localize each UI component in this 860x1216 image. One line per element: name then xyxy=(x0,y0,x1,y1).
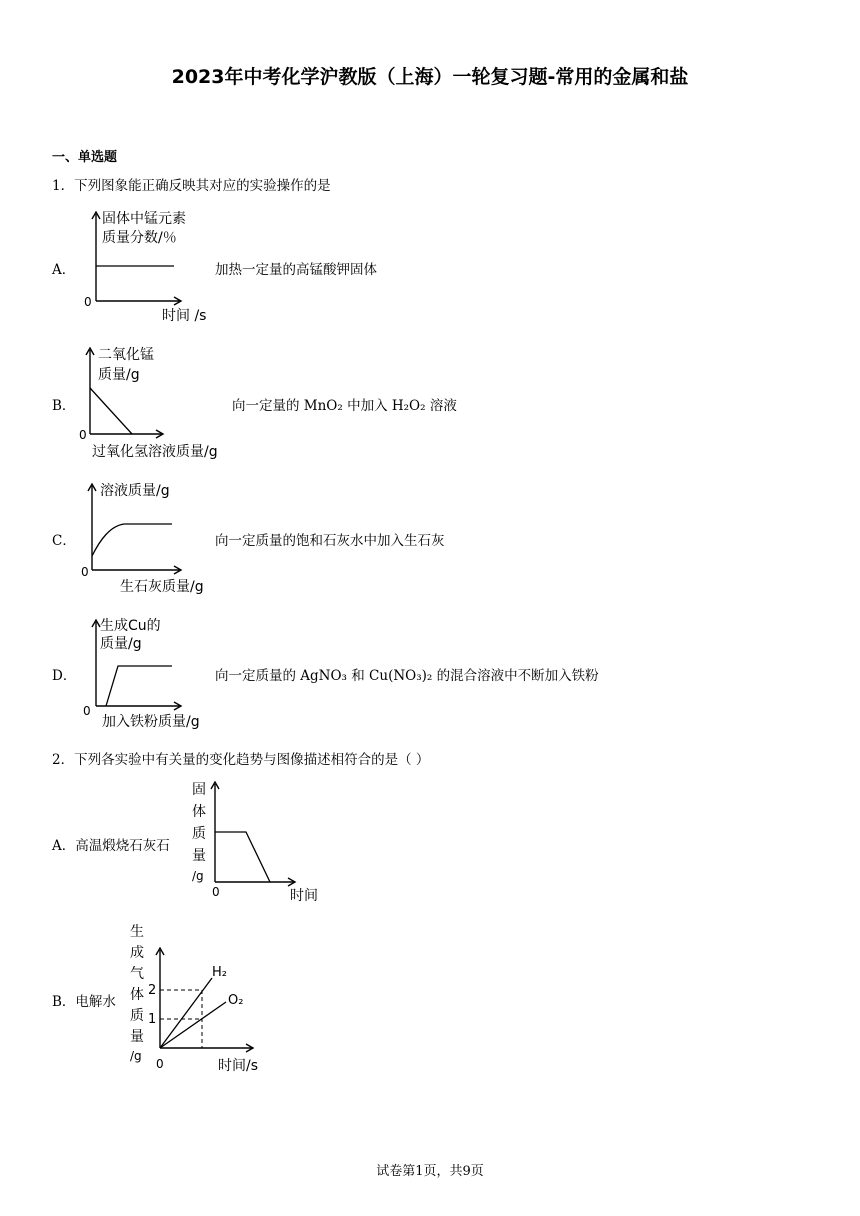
o2-line xyxy=(160,1002,226,1048)
y-label-unit: /g xyxy=(130,1049,142,1063)
q1-option-d-letter: D． xyxy=(52,668,77,684)
q1-option-c-description: 向一定质量的饱和石灰水中加入生石灰 xyxy=(215,533,445,549)
x-axis-label: 时间 /s xyxy=(162,308,207,324)
y-label-char-1: 固 xyxy=(192,782,206,798)
y-label-char-2: 成 xyxy=(130,945,144,961)
h2-label: H₂ xyxy=(212,965,227,980)
y-axis-label-2: 质量/g xyxy=(98,367,140,383)
y-label-char-3: 气 xyxy=(130,966,144,982)
y-axis-label-1: 固体中锰元素 xyxy=(102,211,186,227)
q1-option-b-letter: B． xyxy=(52,398,76,414)
page-footer: 试卷第1页，共9页 xyxy=(376,1164,484,1179)
origin-label: 0 xyxy=(84,295,92,309)
q1-option-d-graph xyxy=(76,614,226,734)
origin-label: 0 xyxy=(79,428,87,442)
x-axis-label: 时间 xyxy=(290,888,318,904)
page-title: 2023年中考化学沪教版（上海）一轮复习题-常用的金属和盐 xyxy=(171,66,689,88)
y-label-char-2: 体 xyxy=(192,804,206,820)
data-line xyxy=(92,524,172,556)
q1-option-b-description: 向一定量的 MnO₂ 中加入 H₂O₂ 溶液 xyxy=(232,398,457,414)
q1-option-c-letter: C． xyxy=(52,533,76,549)
q2-option-b-text: B．电解水 xyxy=(52,994,116,1010)
question-2-stem: 2．下列各实验中有关量的变化趋势与图像描述相符合的是（ ） xyxy=(52,752,430,768)
data-line xyxy=(90,388,132,434)
y-label-unit: /g xyxy=(192,869,204,883)
y-label-char-4: 体 xyxy=(130,987,144,1003)
y-label-char-4: 量 xyxy=(192,848,206,864)
section-heading: 一、单选题 xyxy=(52,150,118,165)
x-axis-label: 时间/s xyxy=(218,1058,259,1074)
x-axis-label: 过氧化氢溶液质量/g xyxy=(92,444,218,460)
y-axis-label-2: 质量分数/％ xyxy=(102,230,177,246)
y-axis-label-1: 生成Cu的 xyxy=(100,618,161,634)
question-1-stem: 1．下列图象能正确反映其对应的实验操作的是 xyxy=(52,178,331,194)
q1-option-d-description: 向一定质量的 AgNO₃ 和 Cu(NO₃)₂ 的混合溶液中不断加入铁粉 xyxy=(215,668,599,684)
q2-option-a-text: A．高温煅烧石灰石 xyxy=(52,838,170,854)
y-label-char-6: 量 xyxy=(130,1029,144,1045)
data-line xyxy=(106,666,172,706)
tick-label-2: 2 xyxy=(148,983,157,998)
h2-line xyxy=(160,978,212,1048)
q1-option-c-graph xyxy=(76,478,226,600)
x-axis-label: 加入铁粉质量/g xyxy=(102,714,200,730)
q1-option-a-letter: A． xyxy=(52,262,76,278)
q1-option-a-description: 加热一定量的高锰酸钾固体 xyxy=(215,262,377,278)
tick-label-1: 1 xyxy=(148,1012,157,1027)
origin-label: 0 xyxy=(212,885,220,899)
y-axis-label-2: 质量/g xyxy=(100,636,142,652)
y-label-char-3: 质 xyxy=(192,826,206,842)
q1-option-b-graph xyxy=(76,342,236,464)
data-line xyxy=(215,832,270,882)
y-label-char-1: 生 xyxy=(130,924,144,940)
origin-label: 0 xyxy=(83,704,91,718)
x-axis-label: 生石灰质量/g xyxy=(120,579,204,595)
origin-label: 0 xyxy=(156,1057,164,1071)
origin-label: 0 xyxy=(81,565,89,579)
q2-option-b-graph xyxy=(126,922,276,1082)
y-axis-label-1: 溶液质量/g xyxy=(100,483,170,499)
y-label-char-5: 质 xyxy=(130,1008,144,1024)
q1-option-a-graph xyxy=(76,206,226,326)
q2-option-a-graph xyxy=(184,776,334,908)
y-axis-label-1: 二氧化锰 xyxy=(98,347,154,363)
o2-label: O₂ xyxy=(228,993,244,1008)
